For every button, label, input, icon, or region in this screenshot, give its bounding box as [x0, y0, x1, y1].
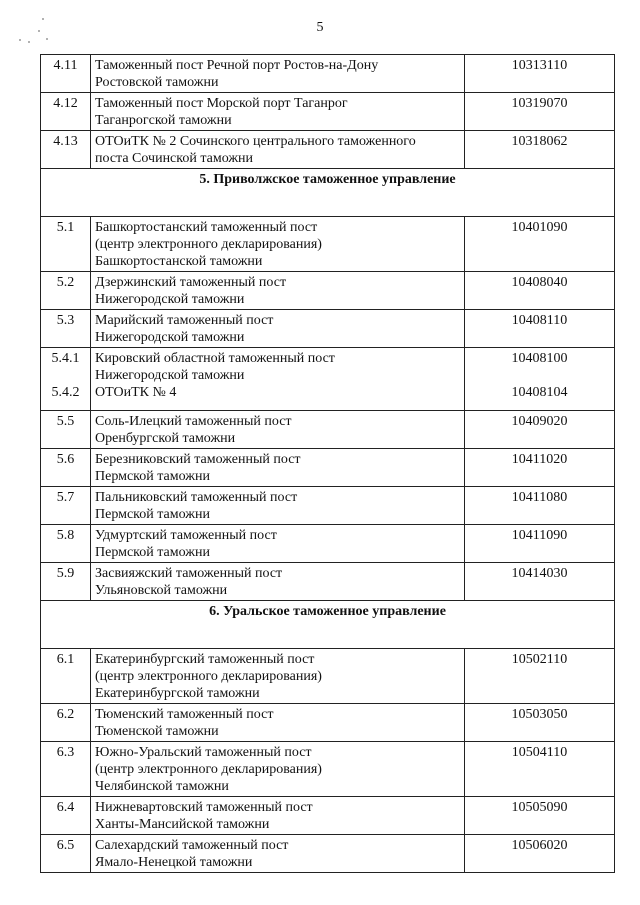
- post-name: [91, 797, 465, 835]
- post-code-text: 10504110: [511, 745, 568, 760]
- row-number-text: 6.3: [56, 745, 75, 760]
- row-number-text: 6.2: [56, 707, 75, 722]
- row-number-text: 5.9: [56, 566, 75, 581]
- row-number-text: 5.2: [56, 275, 75, 290]
- table-row: [41, 742, 615, 797]
- table-row: [41, 563, 615, 601]
- post-code: [465, 217, 615, 272]
- post-name-line: Ростовской таможни: [95, 75, 219, 90]
- row-number-text: 6.1: [56, 652, 75, 667]
- post-code: [465, 525, 615, 563]
- row-number: [41, 563, 91, 601]
- row-number: [41, 487, 91, 525]
- post-name-line: Ульяновской таможни: [95, 583, 228, 598]
- post-name-line: Пермской таможни: [95, 507, 210, 522]
- row-number: [41, 649, 91, 704]
- post-code: [465, 704, 615, 742]
- post-code: [465, 649, 615, 704]
- row-number-text: 4.12: [53, 96, 78, 111]
- row-number: [41, 217, 91, 272]
- post-code: [465, 411, 615, 449]
- table-row: [41, 835, 615, 873]
- post-name: [91, 272, 465, 310]
- post-name: [91, 563, 465, 601]
- post-name-line: Тюменской таможни: [95, 724, 219, 739]
- post-code-text: 10401090: [511, 220, 568, 235]
- row-number: [41, 742, 91, 797]
- post-name-line: Кировский областной таможенный пост: [95, 351, 335, 366]
- row-number-text: 5.4.2: [51, 385, 80, 400]
- post-code-text: 10505090: [511, 800, 568, 815]
- post-code: [465, 272, 615, 310]
- table-row: [41, 704, 615, 742]
- post-name-line: Пальниковский таможенный пост: [95, 490, 298, 505]
- row-number: [41, 797, 91, 835]
- table-row: [41, 411, 615, 449]
- post-code-text: 10411080: [511, 490, 568, 505]
- row-number-text: 4.13: [53, 134, 78, 149]
- post-name-line: Удмуртский таможенный пост: [95, 528, 277, 543]
- row-number: [41, 449, 91, 487]
- table-row: [41, 310, 615, 348]
- post-name-line: Нижегородской таможни: [95, 292, 245, 307]
- row-number: [41, 131, 91, 169]
- post-code-text: 10313110: [511, 58, 568, 73]
- post-code-text: 10411020: [511, 452, 568, 467]
- table-row: [41, 55, 615, 93]
- row-number-text: 5.4.1: [51, 351, 80, 366]
- table-row: [41, 272, 615, 310]
- post-name-line: Челябинской таможни: [95, 779, 229, 794]
- post-name-line: (центр электронного декларирования): [95, 762, 322, 777]
- row-number-text: 5.7: [56, 490, 75, 505]
- row-number-text: 5.1: [56, 220, 75, 235]
- post-name-line: Засвияжский таможенный пост: [95, 566, 283, 581]
- section-row: [41, 601, 615, 649]
- post-name-line: Марийский таможенный пост: [95, 313, 274, 328]
- post-name: [91, 93, 465, 131]
- row-number-text: 5.5: [56, 414, 75, 429]
- row-number: [41, 93, 91, 131]
- post-name-line: (центр электронного декларирования): [95, 669, 322, 684]
- post-name-line: Башкортостанский таможенный пост: [95, 220, 318, 235]
- row-number-text: 4.11: [53, 58, 78, 73]
- row-number: [41, 835, 91, 873]
- post-name-line: Нижегородской таможни: [95, 330, 245, 345]
- post-name-line: Оренбургской таможни: [95, 431, 236, 446]
- post-name: [91, 742, 465, 797]
- post-code: [465, 310, 615, 348]
- post-name-line: Таможенный пост Морской порт Таганрог: [95, 96, 348, 111]
- post-name-line: Екатеринбургский таможенный пост: [95, 652, 315, 667]
- table-row: [41, 348, 615, 411]
- post-name: [91, 704, 465, 742]
- table-row: [41, 487, 615, 525]
- table-row: [41, 649, 615, 704]
- post-name: [91, 487, 465, 525]
- post-code-text: 10408104: [511, 385, 568, 400]
- post-name-line: Березниковский таможенный пост: [95, 452, 301, 467]
- page-number: 5: [316, 20, 324, 35]
- scan-artifact: [16, 14, 56, 54]
- post-code: [465, 742, 615, 797]
- post-name-line: Нижегородской таможни: [95, 368, 245, 383]
- table-row: [41, 525, 615, 563]
- post-name-line: Ханты-Мансийской таможни: [95, 817, 270, 832]
- post-name-line: Таможенный пост Речной порт Ростов-на-Дону: [95, 58, 379, 73]
- post-name: [91, 348, 465, 411]
- post-name: [91, 449, 465, 487]
- row-number-text: 6.5: [56, 838, 75, 853]
- post-code: [465, 835, 615, 873]
- post-code: [465, 131, 615, 169]
- post-code: [465, 348, 615, 411]
- post-name: [91, 411, 465, 449]
- post-name-line: Салехардский таможенный пост: [95, 838, 289, 853]
- post-name: [91, 835, 465, 873]
- row-number: [41, 55, 91, 93]
- post-code: [465, 93, 615, 131]
- row-number-text: 5.6: [56, 452, 75, 467]
- post-code-text: 10411090: [511, 528, 568, 543]
- post-code-text: 10408100: [511, 351, 568, 366]
- section-title: 5. Приволжское таможенное управление: [41, 169, 615, 217]
- post-name: [91, 55, 465, 93]
- post-name-line: Нижневартовский таможенный пост: [95, 800, 313, 815]
- post-name-line: ОТОиТК № 2 Сочинского центрального таможенного: [95, 134, 416, 149]
- section-title: 6. Уральское таможенное управление: [41, 601, 615, 649]
- post-name-line: Дзержинский таможенный пост: [95, 275, 287, 290]
- post-name: [91, 525, 465, 563]
- row-number: [41, 348, 91, 411]
- post-code-text: 10318062: [511, 134, 568, 149]
- post-code-text: 10408110: [511, 313, 568, 328]
- post-name: [91, 310, 465, 348]
- post-code-text: 10414030: [511, 566, 568, 581]
- post-name-line: Тюменский таможенный пост: [95, 707, 274, 722]
- row-number: [41, 310, 91, 348]
- table-row: [41, 217, 615, 272]
- post-code-text: 10409020: [511, 414, 568, 429]
- post-name-line: поста Сочинской таможни: [95, 151, 254, 166]
- post-name-line: Екатеринбургской таможни: [95, 686, 260, 701]
- row-number-text: 5.3: [56, 313, 75, 328]
- post-name-line: Пермской таможни: [95, 545, 210, 560]
- post-name-line: Южно-Уральский таможенный пост: [95, 745, 312, 760]
- table-row: [41, 797, 615, 835]
- row-number: [41, 272, 91, 310]
- table-row: [41, 93, 615, 131]
- row-number: [41, 525, 91, 563]
- section-row: [41, 169, 615, 217]
- post-code: [465, 797, 615, 835]
- post-name: [91, 217, 465, 272]
- post-code: [465, 449, 615, 487]
- post-code-text: 10319070: [511, 96, 568, 111]
- post-code-text: 10506020: [511, 838, 568, 853]
- post-code-text: 10502110: [511, 652, 568, 667]
- post-code-text: 10503050: [511, 707, 568, 722]
- post-name-line: Соль-Илецкий таможенный пост: [95, 414, 292, 429]
- post-code-text: 10408040: [511, 275, 568, 290]
- post-code: [465, 55, 615, 93]
- post-name-line: Башкортостанской таможни: [95, 254, 263, 269]
- table-row: [41, 449, 615, 487]
- post-name-line: ОТОиТК № 4: [95, 385, 177, 400]
- row-number: [41, 411, 91, 449]
- post-code: [465, 487, 615, 525]
- post-name: [91, 131, 465, 169]
- row-number-text: 6.4: [56, 800, 75, 815]
- post-name-line: Ямало-Ненецкой таможни: [95, 855, 253, 870]
- post-name-line: (центр электронного декларирования): [95, 237, 322, 252]
- row-number-text: 5.8: [56, 528, 75, 543]
- post-name-line: Таганрогской таможни: [95, 113, 232, 128]
- post-name: [91, 649, 465, 704]
- row-number: [41, 704, 91, 742]
- customs-posts-table: [40, 54, 615, 873]
- table-row: [41, 131, 615, 169]
- post-code: [465, 563, 615, 601]
- post-name-line: Пермской таможни: [95, 469, 210, 484]
